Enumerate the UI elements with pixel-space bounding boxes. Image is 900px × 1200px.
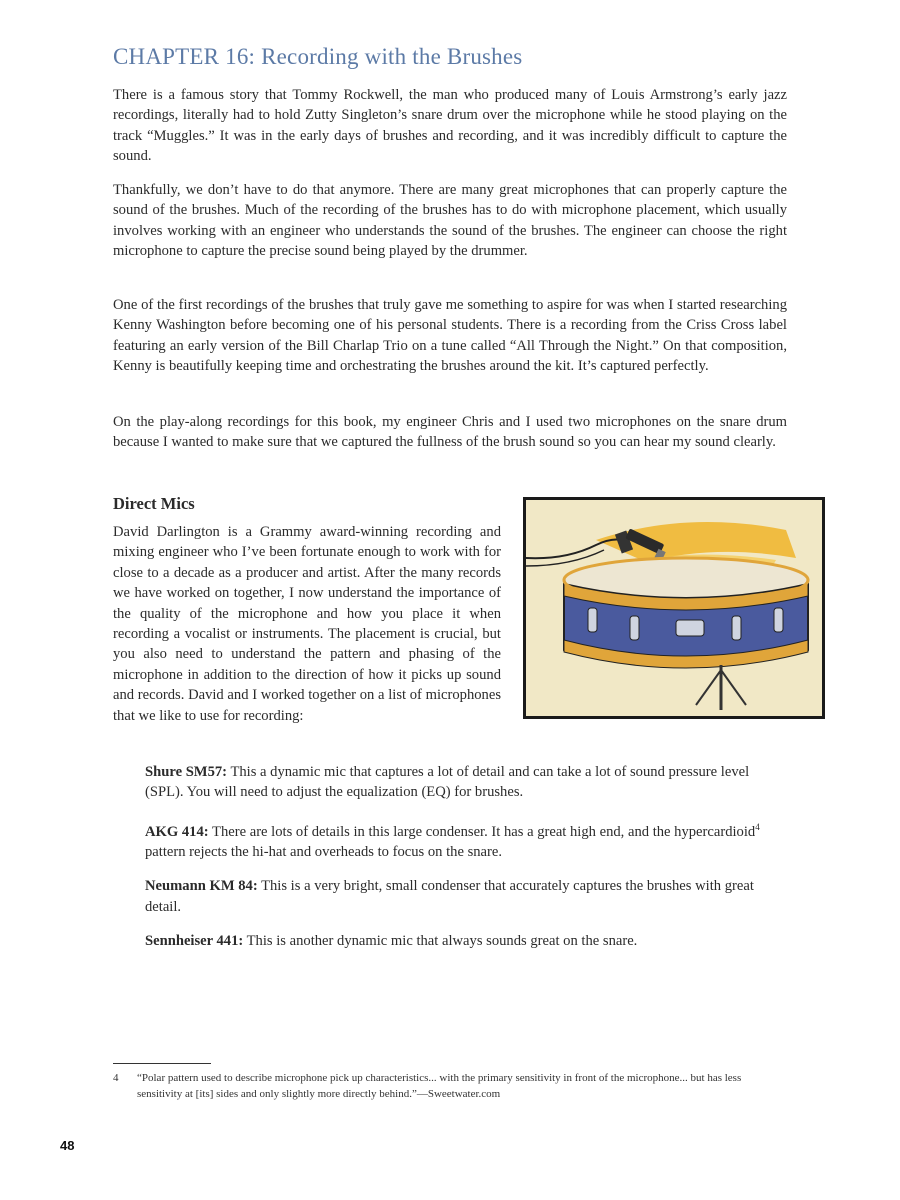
footnote-divider	[113, 1063, 211, 1064]
mic-item-sm57	[145, 762, 765, 803]
mic-name: AKG 414:	[145, 823, 209, 840]
footnote-marker: 4	[755, 821, 760, 832]
body-paragraph-1: There is a famous story that Tommy Rockwell, the man who produced many of Louis Armstrong’s early jazz recordings, literally had to hold Zutty Singleton’s snare drum over the microphone while he stood playing on the track “Muggles.” It was in the early days of brushes and recording, and it was incredibly difficult to capture the sound.	[113, 87, 787, 165]
mic-description: This is a very bright, small condenser that accurately captures the brushes with great detail.	[145, 878, 754, 915]
chapter-title: CHAPTER 16: Recording with the Brushes	[113, 44, 523, 69]
body-paragraph-4: On the play-along recordings for this book, my engineer Chris and I used two microphones on the snare drum because I wanted to make sure that we captured the fullness of the brush sound so you can hear my sound clearly.	[113, 414, 787, 451]
mic-description: This is another dynamic mic that always sounds great on the snare.	[246, 933, 638, 950]
mic-item-km84	[145, 876, 765, 917]
mic-name: Shure SM57:	[145, 764, 228, 780]
snare-drum-drawing	[526, 500, 822, 716]
mic-item-441	[145, 931, 765, 951]
mic-name: Sennheiser 441:	[145, 933, 244, 950]
mic-name: Neumann KM 84:	[145, 878, 258, 895]
body-paragraph-3: One of the first recordings of the brushes that truly gave me something to aspire for was when I started researching Kenny Washington before becoming one of his personal students. There is a recording from the Criss Cross label featuring an early version of the Bill Charlap Trio on a tune called “All Through the Night.” On that composition, Kenny is beautifully keeping time and orchestrating the brushes around the kit. It’s captured perfectly.	[113, 297, 787, 375]
section-heading: Direct Mics	[113, 494, 195, 513]
mic-item-akg414	[145, 817, 765, 863]
footnote-number: 4	[113, 1072, 119, 1084]
mic-description-cont: pattern rejects the hi-hat and overheads to focus on the snare.	[145, 844, 503, 861]
mic-description: This a dynamic mic that captures a lot of detail and can take a lot of sound pressure level (SPL). You will need to adjust the equalization (EQ) for brushes.	[145, 764, 750, 801]
footnote-text: “Polar pattern used to describe microphone pick up characteristics... with the primary sensitivity in front of the microphone... but has less sensitivity at [its] sides and only slightly more directly behind.”—Sweetwater.com	[137, 1072, 742, 1100]
microphone-list	[145, 762, 765, 966]
snare-drum-illustration	[523, 497, 825, 719]
page-number: 48	[60, 1138, 75, 1153]
mic-description: There are lots of details in this large condenser. It has a great high end, and the hypercardioid	[212, 823, 756, 840]
body-paragraph-2: Thankfully, we don’t have to do that anymore. There are many great microphones that can properly capture the sound of the brushes. Much of the recording of the brushes has to do with microphone placement, which usually involves working with an engineer who understands the sound of the brushes. The engineer can choose the right microphone to capture the precise sound being played by the drummer.	[113, 182, 787, 260]
section-paragraph: David Darlington is a Grammy award-winning recording and mixing engineer who I’ve been fortunate enough to work with for close to a decade as a producer and artist. After the many records we have worked on together, I now understand the importance of the quality of the microphone and how you place it when recording a vocalist or instruments. The placement is crucial, but you also need to understand the pattern and phasing of the microphone in addition to the direction of how it picks up sound and records. David and I worked together on a list of microphones that we like to use for recording:	[113, 524, 501, 724]
